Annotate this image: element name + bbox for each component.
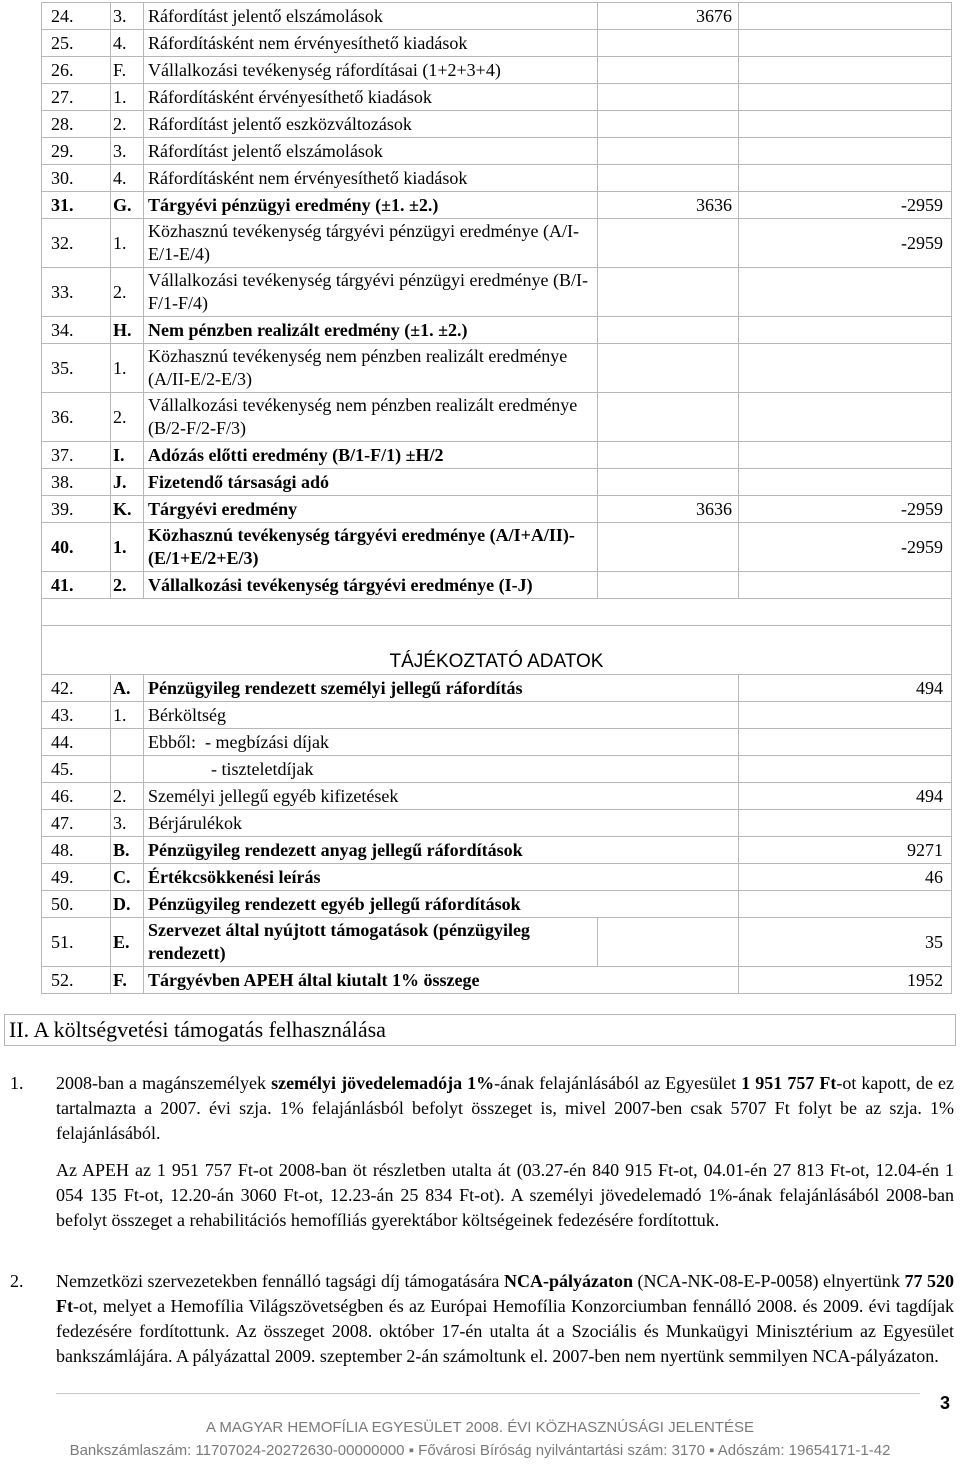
table-row: 40. 1. Közhasznú tevékenység tárgyévi eredménye (A/I+A/II)-(E/1+E/2+E/3) -2959 xyxy=(42,523,952,572)
table-row: 47. 3. Bérjárulékok xyxy=(42,810,952,837)
table-row: 46. 2. Személyi jellegű egyéb kifizetések 494 xyxy=(42,783,952,810)
table-row: 42. A. Pénzügyileg rendezett személyi jellegű ráfordítás 494 xyxy=(42,675,952,702)
table-row: 35. 1. Közhasznú tevékenység nem pénzben realizált eredménye (A/II-E/2-E/3) xyxy=(42,344,952,393)
page-number: 3 xyxy=(940,1393,951,1413)
section-title-row xyxy=(42,626,952,675)
table-row: 49. C. Értékcsökkenési leírás 46 xyxy=(42,864,952,891)
table-row: 31. G. Tárgyévi pénzügyi eredmény (±1. ±2.) 3636 -2959 xyxy=(42,192,952,219)
table-row: 41. 2. Vállalkozási tevékenység tárgyévi eredménye (I-J) xyxy=(42,572,952,599)
spacer-row xyxy=(42,599,952,626)
footer-title: A MAGYAR HEMOFÍLIA EGYESÜLET 2008. ÉVI KÖZHASZNÚSÁGI JELENTÉSE xyxy=(206,1419,754,1436)
list-number: 2. xyxy=(10,1271,24,1291)
table-row: 43. 1. Bérköltség xyxy=(42,702,952,729)
table-row: 48. B. Pénzügyileg rendezett anyag jellegű ráfordítások 9271 xyxy=(42,837,952,864)
financial-table xyxy=(41,2,952,994)
table-row: 45. - tiszteletdíjak xyxy=(42,756,952,783)
table-row: 52. F. Tárgyévben APEH által kiutalt 1% összege 1952 xyxy=(42,967,952,994)
table-row: 36. 2. Vállalkozási tevékenység nem pénzben realizált eredménye (B/2-F/2-F/3) xyxy=(42,393,952,442)
table-row: 32. 1. Közhasznú tevékenység tárgyévi pénzügyi eredménye (A/I-E/1-E/4) -2959 xyxy=(42,219,952,268)
table-row: 27. 1. Ráfordításként érvényesíthető kiadások xyxy=(42,84,952,111)
table-row: 34. H. Nem pénzben realizált eredmény (±1. ±2.) xyxy=(42,317,952,344)
table-row: 37. I. Adózás előtti eredmény (B/1-F/1) ±H/2 xyxy=(42,442,952,469)
table-row: 24. 3. Ráfordítást jelentő elszámolások 3676 xyxy=(42,3,952,30)
section-heading: II. A költségvetési támogatás felhasználása xyxy=(4,1014,956,1046)
paragraph: 2008-ban a magánszemélyek személyi jövedelemadója 1%-ának felajánlásából az Egyesület 1 951 757 Ft-ot kapott, de ez tartalmazta a 2007. évi szja. 1% felajánlásból befolyt összeget is, mivel 2007-ben csak 5707 Ft folyt be az szja. 1% felajánlásából. xyxy=(56,1073,954,1143)
table-row: 30. 4. Ráfordításként nem érvényesíthető kiadások xyxy=(42,165,952,192)
list-number: 1. xyxy=(10,1073,24,1093)
paragraph: Nemzetközi szervezetekben fennálló tagsági díj támogatására NCA-pályázaton (NCA-NK-08-E-P-0058) elnyertünk 77 520 Ft-ot, melyet a Hemofília Világszövetségben és az Európai Hemofília Konzorciumban fennálló 2008. és 2009. évi tagdíjak fedezésére fordítottunk. Az összeget 2008. október 17-én utalta át a Szociális és Munkaügyi Minisztérium az Egyesület bankszámlájára. A pályázattal 2009. szeptember 2-án számoltunk el. 2007-ben nem nyertünk semmilyen NCA-pályázaton. xyxy=(56,1271,955,1366)
table-row: 50. D. Pénzügyileg rendezett egyéb jellegű ráfordítások xyxy=(42,891,952,918)
table-row: 33. 2. Vállalkozási tevékenység tárgyévi pénzügyi eredménye (B/I-F/1-F/4) xyxy=(42,268,952,317)
table-row: 38. J. Fizetendő társasági adó xyxy=(42,469,952,496)
table-row: 39. K. Tárgyévi eredmény 3636 -2959 xyxy=(42,496,952,523)
footer-rule xyxy=(56,1393,920,1394)
table-row: 29. 3. Ráfordítást jelentő elszámolások xyxy=(42,138,952,165)
section-title: TÁJÉKOZTATÓ ADATOK xyxy=(42,626,952,675)
table-row: 26. F. Vállalkozási tevékenység ráfordításai (1+2+3+4) xyxy=(42,57,952,84)
footer-details: Bankszámlaszám: 11707024-20272630-00000000 ▪ Fővárosi Bíróság nyilvántartási szám: 3170 ▪ Adószám: 19654171-1-42 xyxy=(69,1442,891,1459)
paragraph: Az APEH az 1 951 757 Ft-ot 2008-ban öt részletben utalta át (03.27-én 840 915 Ft-ot, 04.01-én 27 813 Ft-ot, 12.04-én 1 054 135 Ft-ot, 12.20-án 3060 Ft-ot, 12.23-án 25 834 Ft-ot). A személyi jövedelemadó 1%-ának felajánlásából 2008-ban befolyt összeget a rehabilitációs hemofíliás gyerektábor költségeinek fedezésére fordítottuk. xyxy=(56,1160,954,1230)
table-row: 28. 2. Ráfordítást jelentő eszközváltozások xyxy=(42,111,952,138)
table-row: 44. Ebből: - megbízási díjak xyxy=(42,729,952,756)
table-row: 25. 4. Ráfordításként nem érvényesíthető kiadások xyxy=(42,30,952,57)
table-row: 51. E. Szervezet által nyújtott támogatások (pénzügyileg rendezett) 35 xyxy=(42,918,952,967)
